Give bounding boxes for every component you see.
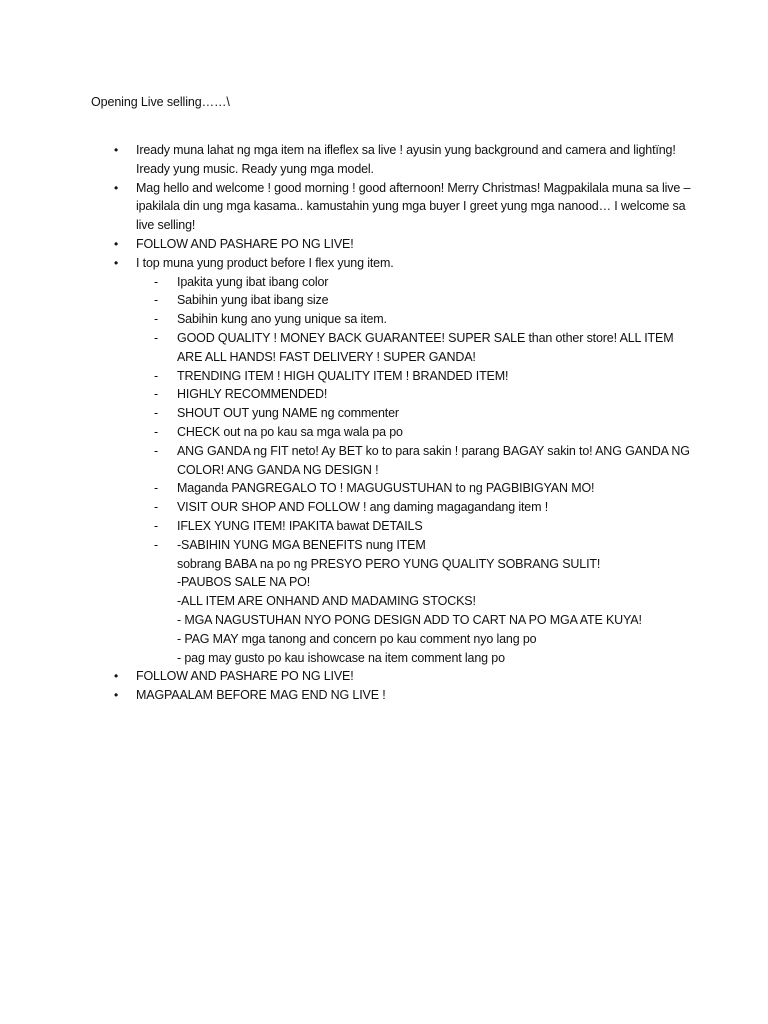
sub-item <box>136 498 691 517</box>
sub-item-text: Sabihin kung ano yung unique sa item. <box>177 312 387 327</box>
sub-item-text: SHOUT OUT yung NAME ng commenter <box>177 406 399 421</box>
sub-item-text: VISIT OUR SHOP AND FOLLOW ! ang daming magagandang item ! <box>177 500 549 515</box>
bullet-dot-icon: • <box>114 180 119 195</box>
bullet-dot-icon: • <box>114 143 119 157</box>
sub-item-text: ANG GANDA ng FIT neto! Ay BET ko to para sakin ! parang BAGAY sakin to! ANG GANDA NG COLOR! ANG GANDA NG DESIGN ! <box>177 443 690 477</box>
sub-item <box>136 329 691 367</box>
bullet-text: FOLLOW AND PASHARE PO NG LIVE! <box>136 669 354 684</box>
sub-item <box>136 310 691 329</box>
sub-item <box>136 442 691 480</box>
bullet-text: I top muna yung product before I flex yung item. <box>136 255 394 270</box>
bullet-text: Iready muna lahat ng mga item na ifleflex sa live ! ayusin yung background and camera and lightïng! Iready yung music. Ready yung mga model. <box>136 143 676 176</box>
bullet-text: MAGPAALAM BEFORE MAG END NG LIVE ! <box>136 688 386 703</box>
bullet-item <box>91 667 691 686</box>
bullet-item <box>91 179 691 235</box>
sub-item <box>136 367 691 386</box>
dash-marker: - <box>154 312 159 327</box>
bullet-dot-icon: • <box>114 236 119 251</box>
bullet-item <box>91 141 691 179</box>
sub-item-text: Ipakita yung ibat ibang color <box>177 274 329 289</box>
bullet-item <box>91 254 691 668</box>
bullet-text: Mag hello and welcome ! good morning ! good afternoon! Merry Christmas! Magpakilala muna sa live – ipakilala din ung mga kasama.. kamustahin yung mga buyer I greet yung mga nanood… I welcome sa live selling! <box>136 180 691 233</box>
dash-marker: - <box>154 500 159 515</box>
sub-item <box>136 536 691 555</box>
sub-item <box>136 423 691 442</box>
sub-item <box>136 517 691 536</box>
dash-marker: - <box>154 330 159 345</box>
bullet-dot-icon: • <box>114 255 119 270</box>
sub-item <box>136 273 691 292</box>
sub-item-text: Sabihin yung ibat ibang size <box>177 293 329 308</box>
dash-marker: - <box>154 406 159 421</box>
main-bullet-list <box>91 141 691 705</box>
sub-item-text: CHECK out na po kau sa mga wala pa po <box>177 424 403 439</box>
dash-marker: - <box>154 537 159 552</box>
bullet-item <box>91 235 691 254</box>
dash-marker: - <box>154 443 159 458</box>
bullet-dot-icon: • <box>114 669 119 684</box>
bullet-dot-icon: • <box>114 688 119 703</box>
sub-item <box>136 479 691 498</box>
dash-marker: - <box>154 518 159 533</box>
sub-item-text: GOOD QUALITY ! MONEY BACK GUARANTEE! SUPER SALE than other store! ALL ITEM ARE ALL HANDS! FAST DELIVERY ! SUPER GANDA! <box>177 330 674 364</box>
sub-item <box>136 385 691 404</box>
dash-marker: - <box>154 368 159 383</box>
dash-marker: - <box>154 424 159 439</box>
continuation-line: -ALL ITEM ARE ONHAND AND MADAMING STOCKS! <box>177 594 476 609</box>
bullet-text: FOLLOW AND PASHARE PO NG LIVE! <box>136 236 354 251</box>
sub-item-text: IFLEX YUNG ITEM! IPAKITA bawat DETAILS <box>177 518 423 533</box>
sub-item-text: TRENDING ITEM ! HIGH QUALITY ITEM ! BRANDED ITEM! <box>177 368 509 383</box>
continuation-line: - pag may gusto po kau ishowcase na item comment lang po <box>177 650 505 665</box>
continuation-line: -PAUBOS SALE NA PO! <box>177 575 311 590</box>
dash-marker: - <box>154 293 159 308</box>
sub-item <box>136 291 691 310</box>
continuation-line: sobrang BABA na po ng PRESYO PERO YUNG QUALITY SOBRANG SULIT! <box>177 556 601 571</box>
sub-item-text: -SABIHIN YUNG MGA BENEFITS nung ITEM <box>177 537 426 552</box>
dash-marker: - <box>154 387 159 402</box>
continuation-line: - MGA NAGUSTUHAN NYO PONG DESIGN ADD TO CART NA PO MGA ATE KUYA! <box>177 612 642 627</box>
dash-marker: - <box>154 481 159 496</box>
sub-item-text: Maganda PANGREGALO TO ! MAGUGUSTUHAN to ng PAGBIBIGYAN MO! <box>177 481 595 496</box>
sub-bullet-list <box>136 273 691 555</box>
sub-item <box>136 404 691 423</box>
dash-marker: - <box>154 274 159 289</box>
bullet-item <box>91 686 691 705</box>
sub-item-text: HIGHLY RECOMMENDED! <box>177 387 328 402</box>
document-title: Opening Live selling……\ <box>91 95 230 109</box>
continuation-line: - PAG MAY mga tanong and concern po kau comment nyo lang po <box>177 631 537 646</box>
